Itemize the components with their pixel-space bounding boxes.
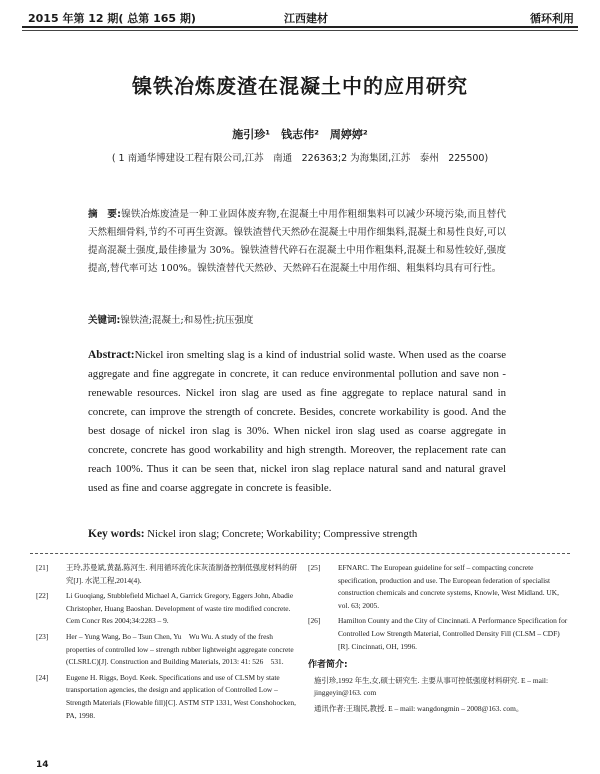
reference-number: [21]	[36, 563, 49, 572]
reference-text: Eugene H. Riggs, Boyd. Keek. Specifications and use of CLSM by state transportation agencies, the design and application of Controlled Low – Strength Materials (Flowable fill)[C]. ASTM STP 1331, West Conshohocken, PA, 1998.	[66, 672, 296, 720]
reference-number: [24]	[36, 672, 49, 682]
reference-item	[308, 615, 570, 653]
reference-item	[36, 562, 304, 587]
abstract-en-text: Nickel iron smelting slag is a kind of industrial solid waste. When used as the coarse aggregate and fine aggregate in concrete, it can reduce environmental pollution and save non - renewable resources. Nickel iron slag are used as fine aggregate to replace natural sand in concrete, can improve the strength of concrete. Besides, concrete workability is good. And the best dosage of nickel iron slag is 30%. When nickel iron slag used as coarse aggregate in concrete, concrete has good workability and high strength. Moreover, the replacement rate can reach 100%. Thus it can be seen that, nickel iron slag replace natural sand and natural gravel used as fine and coarse aggregate in concrete is feasible.	[88, 349, 506, 494]
reference-number: [23]	[36, 631, 49, 641]
keywords-cn-text: 镍铁渣;混凝土;和易性;抗压强度	[120, 315, 254, 326]
reference-item	[36, 672, 304, 722]
reference-text: EFNARC. The European guideline for self – compacting concrete specification, production and use. The European federation of specialist construction chemicals and concrete systems, Knowle, West Midland. UK, vol. 63; 2005.	[338, 563, 559, 610]
reference-text: Her – Yung Wang, Bo – Tsun Chen, Yu Wu Wu. A study of the fresh properties of controlled low – strength rubber lightweight aggregate concrete (CLSRLC)[J]. Construction and Building Materials, 2013: 41: 526 531.	[66, 631, 294, 667]
running-header	[22, 8, 578, 26]
keywords-en-label: Key words:	[88, 528, 145, 540]
paper-title: 镍铁冶炼废渣在混凝土中的应用研究	[132, 74, 468, 98]
reference-text: Hamilton County and the City of Cincinnati. A Performance Specification for Controlled Low Strength Material, Controlled Density Fill (CLSM – CDF)[R]. Cincinnati, OH, 1996.	[338, 616, 568, 651]
reference-item	[308, 562, 570, 612]
journal-name: 江西建材	[284, 12, 328, 25]
reference-item	[36, 631, 304, 669]
author-note-line: 施引珍,1992 年生,女,硕士研究生. 主要从事可控低强度材料研究. E – mail: jinggeyin@163. com	[314, 675, 549, 698]
references-divider	[30, 553, 570, 554]
header-rule-thin	[22, 30, 578, 31]
keywords-en-text: Nickel iron slag; Concrete; Workability; Compressive strength	[147, 528, 418, 540]
author-note-title: 作者简介:	[308, 660, 348, 671]
abstract-en	[88, 346, 506, 498]
keywords-cn	[88, 312, 506, 326]
references-right-column	[308, 562, 570, 719]
references-left-column	[36, 562, 304, 725]
reference-item	[36, 590, 304, 628]
abstract-cn	[88, 206, 506, 278]
reference-text: Li Guoqiang, Stubblefield Michael A, Garrick Gregory, Eggers John, Abadie Christopher, Huang Baoshan. Development of waste tire modified concrete. Cem Concr Res 2004;34:2283 – 9.	[66, 591, 294, 626]
header-rule	[22, 26, 578, 28]
keywords-cn-label: 关键词:	[88, 315, 121, 326]
page-number: 14	[36, 760, 49, 770]
reference-text: 王玲,苏曼斌,黄磊,陈河生. 利用循环流化床灰渣制备控制低强度材料的研究[J]. 水泥工程,2014(4).	[66, 563, 297, 585]
authors: 施引珍¹ 钱志伟² 周婷婷²	[232, 128, 368, 141]
journal-issue: 2015 年第 12 期( 总第 165 期)	[28, 12, 196, 25]
author-note-line: 通讯作者:王瑞民,教授. E – mail: wangdongmin – 2008@163. com。	[314, 703, 524, 713]
reference-number: [22]	[36, 591, 49, 601]
abstract-en-label: Abstract:	[88, 349, 135, 361]
section-name: 循环利用	[530, 12, 574, 25]
keywords-en	[88, 528, 506, 540]
reference-number: [26]	[308, 616, 321, 626]
abstract-cn-label: 摘 要:	[88, 209, 121, 220]
abstract-cn-text: 镍铁冶炼废渣是一种工业固体废弃物,在混凝土中用作粗细集料可以减少环境污染,而且替代天然粗细骨料,节约不可再生资源。镍铁渣替代天然砂在混凝土中用作细集料,混凝土和易性良好,可以提高混凝土强度,最佳掺量为 30%。镍铁渣替代碎石在混凝土中用作粗集料,混凝土和易性较好,强度提高,替代率可达 100%。镍铁渣替代天然砂、天然碎石在混凝土中用作细、粗集料均具有可行性。	[88, 209, 506, 274]
reference-number: [25]	[308, 563, 321, 572]
affiliation: ( 1 南通华博建设工程有限公司,江苏 南通 226363;2 为海集团,江苏 泰州 225500)	[111, 153, 489, 164]
